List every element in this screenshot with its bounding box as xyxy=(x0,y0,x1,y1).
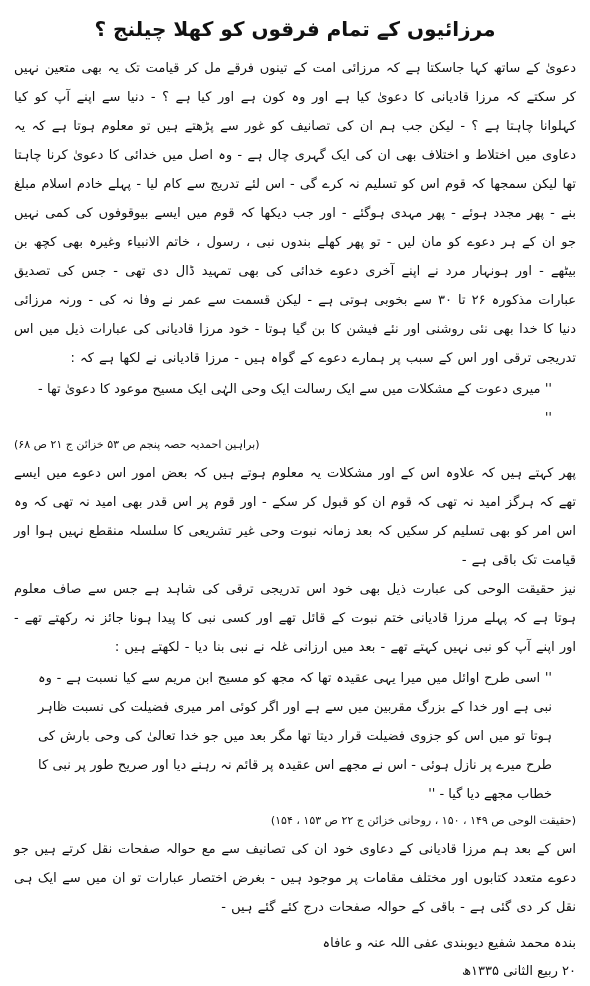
quote-first: '' میری دعوت کے مشکلات میں سے ایک رسالت ایک وحی الہٰی ایک مسیح موعود کا دعویٰ تھا - '' xyxy=(38,382,552,426)
paragraph-third: نیز حقیقت الوحی کی عبارت ذیل بھی خود اس تدریجی ترقی کی شاہد ہے جس سے صاف معلوم ہوتا ہے کہ پہلے مرزا قادیانی ختم نبوت کے قائل تھے اور کسی نبی کا پیدا ہونا جائز نہ رکھتے تھے - اور اپنے آپ کو نبی نہیں کہتے تھے - بعد میں ارزانی غلہ نے نبی بنا دیا - لکھتے ہیں : xyxy=(14,582,576,655)
signature-block xyxy=(314,930,576,986)
paragraph-intro: دعویٰ کے ساتھ کہا جاسکتا ہے کہ مرزائی امت کے تینوں فرقے مل کر قیامت تک یہ بھی متعین نہیں کر سکتے کہ مرزا قادیانی کا دعویٰ کیا ہے اور وہ کون ہے اور کیا ہے ؟ - دنیا سے اپنے آپ کو کیا کہلوانا چاہتا ہے ؟ - لیکن جب ہم ان کی تصانیف کو غور سے پڑھتے ہیں تو معلوم ہوتا ہے کہ یہ دعاوی میں اختلاط و اختلاف بھی ان کی ایک گہری چال ہے - وہ اصل میں خدائی کا دعویٰ کرنا چاہتا تھا لیکن سمجھا کہ قوم اس کو تسلیم نہ کرے گی - اس لئے تدریج سے کام لیا - پہلے خادم اسلام مبلغ بنے - پھر مجدد ہوئے - پھر مہدی ہوگئے - اور جب دیکھا کہ قوم میں ایسے بیوقوفوں کی کمی نہیں جو ان کے ہر دعوے کو مان لیں - تو پھر کھلے بندوں نبی ، رسول ، خاتم الانبیاء وغیرہ بھی کچھ بن بیٹھے - اور ہونہار مرد نے اپنے آخری دعوے خدائی کی بھی تمہید ڈال دی تھی - جس کی تصدیق عبارات مذکورہ ۲۶ تا ۳۰ سے بخوبی ہوتی ہے - لیکن قسمت سے عمر نے وفا نہ کی - ورنہ مرزائی دنیا کا خدا بھی نئی روشنی اور نئے فیشن کا بن گیا ہوتا - خود مرزا قادیانی کی عبارات ذیل میں اس تدریجی ترقی اور اس کے سبب پر ہمارے دعوے کے گواہ ہیں - مرزا قادیانی نے لکھا ہے کہ : xyxy=(14,61,577,366)
signature-date: ۲۰ ربیع الثانی ۱۳۳۵ھ xyxy=(461,964,576,979)
paragraph-fourth: اس کے بعد ہم مرزا قادیانی کے دعاوی خود ان کی تصانیف سے مع حوالہ صفحات نقل کرتے ہیں جو دعوے متعدد کتابوں اور مختلف مقامات پر موجود ہیں - بغرض اختصار عبارات تو ان میں سے ایک ہی نقل کر دی گئی ہے - باقی کے حوالہ صفحات درج کئے گئے ہیں - xyxy=(14,842,576,915)
page-title: مرزائیوں کے تمام فرقوں کو کھلا چیلنج ؟ xyxy=(94,17,496,41)
quote-second: '' اسی طرح اوائل میں میرا یہی عقیدہ تھا کہ مجھ کو مسیح ابن مریم سے کیا نسبت ہے - وہ نبی ہے اور خدا کے بزرگ مقربین میں سے ہے اور اگر کوئی امر میری فضیلت کی نسبت ظاہر ہوتا تو میں اس کو جزوی فضیلت قرار دیتا تھا مگر بعد میں جو خدا تعالیٰ کی وحی بارش کی طرح میرے پر نازل ہوئی - اس نے مجھے اس عقیدہ پر قائم نہ رہنے دیا اور صریح طور پر نبی کا خطاب مجھے دیا گیا - '' xyxy=(38,671,552,802)
reference-first: (براہین احمدیہ حصہ پنجم ص ۵۳ خزائن ج ۲۱ ص ۶۸) xyxy=(14,438,260,451)
paragraph-second: پھر کہتے ہیں کہ علاوہ اس کے اور مشکلات یہ معلوم ہوتے ہیں کہ بعض امور اس دعوے میں ایسے تھے کہ ہرگز امید نہ تھی کہ قوم ان کو قبول کر سکے - اور قوم پر اس قدر بھی امید نہ تھی کہ وہ اس امر کو بھی تسلیم کر سکیں کہ بعد زمانہ نبوت وحی غیر تشریعی کا سلسلہ منقطع نہیں ہوا اور قیامت تک باقی ہے - xyxy=(14,466,576,568)
signature-name: بندہ محمد شفیع دیوبندی عفی اللہ عنہ و عافاہ xyxy=(322,936,576,951)
reference-second: (حقیقت الوحی ص ۱۴۹ ، ۱۵۰ ، روحانی خزائن ج ۲۲ ص ۱۵۳ ، ۱۵۴) xyxy=(270,814,576,827)
